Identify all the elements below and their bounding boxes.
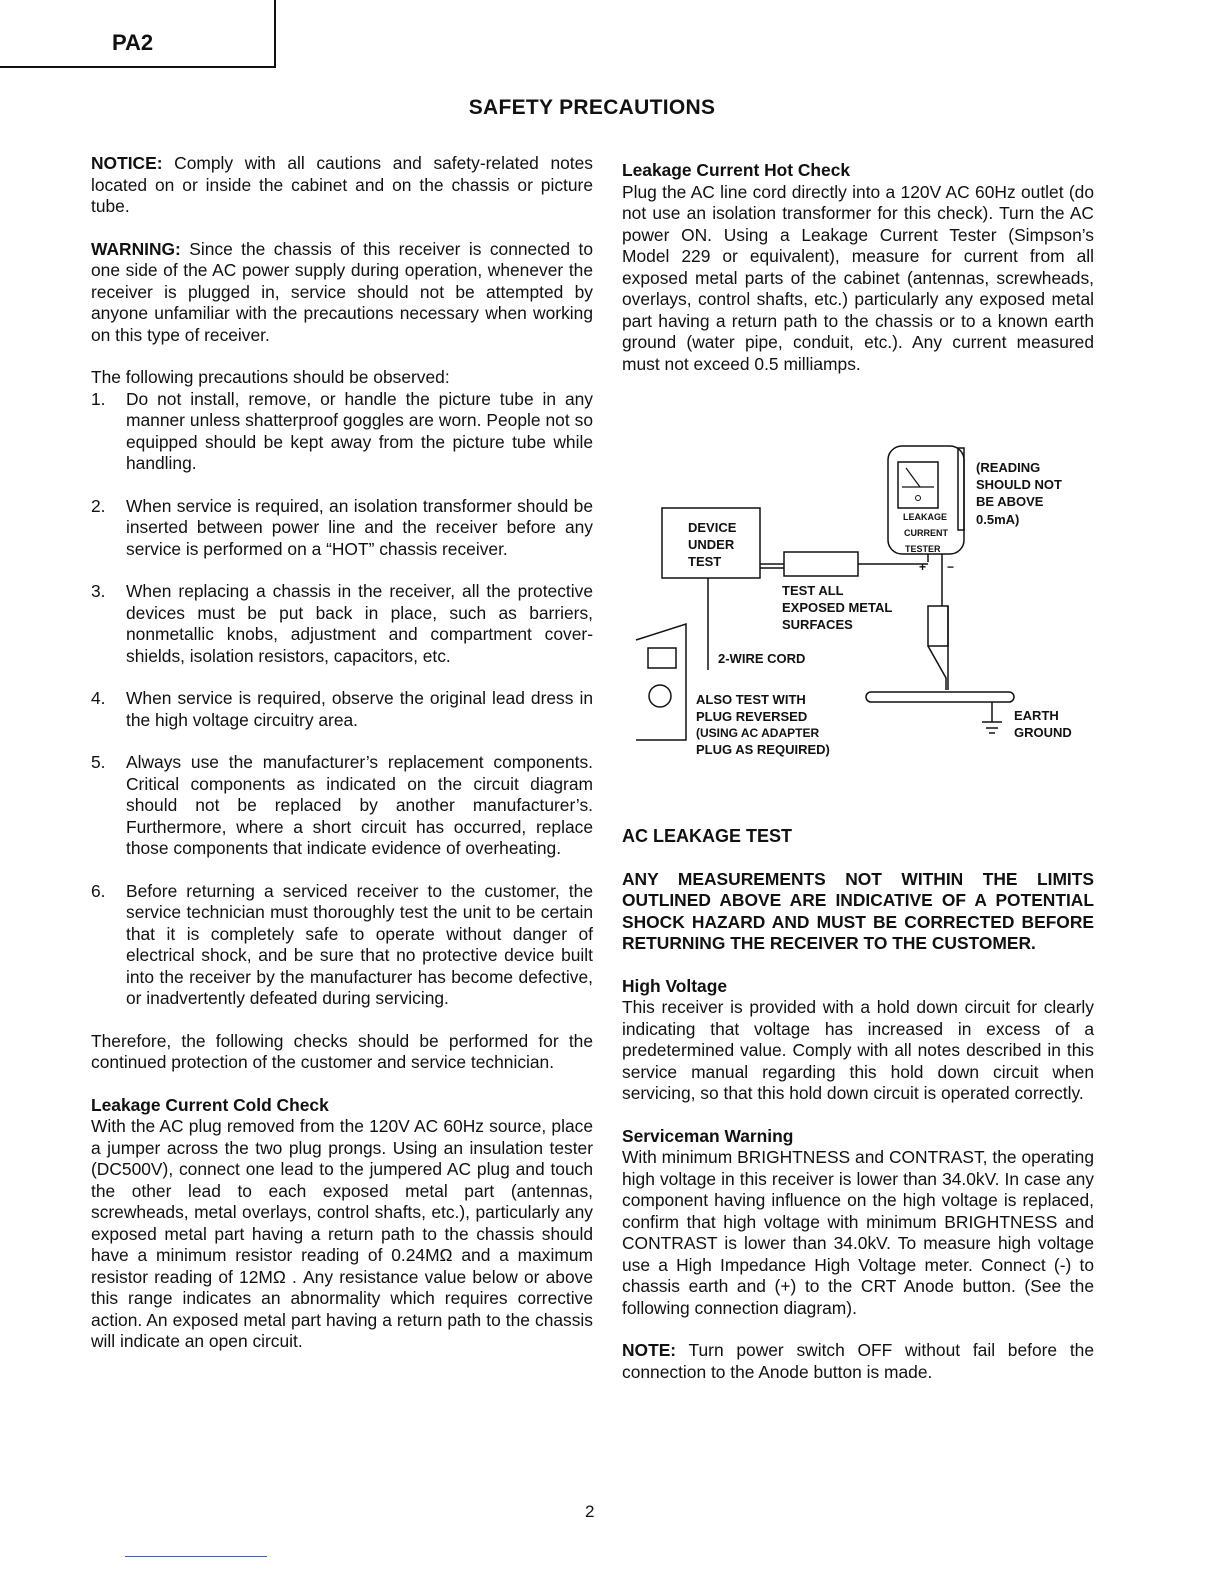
precautions-list <box>91 389 593 1010</box>
list-item: 5. Always use the manufacturer’s replacement components. Critical components as indicated on the circuit diagram should not be replaced by another manufacturer’s. Furthermore, where a short circuit has occurred, replace those components that indicate evidence of overheating. <box>91 752 593 858</box>
test-label-3: SURFACES <box>782 617 853 632</box>
page-number: 2 <box>585 1502 595 1521</box>
cold-check-text: With the AC plug removed from the 120V AC 60Hz source, place a jumper across the two plug prongs. Using an insulation tester (DC500V), connect one lead to the jumpered AC plug and touch the other lead to each exposed metal part (antennas, screwheads, metal overlays, control shafts, etc.), particularly any exposed metal part having a return path to the chassis should have a minimum resistor reading of 0.24MΩ and a maximum resistor reading of 12MΩ . Any resistance value below or above this range indicates an abnormality which requires corrective action. An exposed metal part having a return path to the chassis will indicate an open circuit. <box>91 1116 593 1351</box>
reading-label-3: BE ABOVE <box>976 494 1044 509</box>
notice-text: Comply with all cautions and safety-related notes located on or inside the cabinet and on the chassis or picture tube. <box>91 153 593 216</box>
serviceman-warning-heading: Serviceman Warning <box>622 1125 794 1146</box>
note-paragraph <box>622 1340 1094 1383</box>
also-label-3: (USING AC ADAPTER <box>696 726 820 740</box>
list-item: 6. Before returning a serviced receiver to the customer, the service technician must thoroughly test the unit to be certain that it is completely safe to operate without danger of electrical shock, and be sure that no protective device built into the receiver by the manufacturer has become defective, or inadvertently defeated during servicing. <box>91 880 593 1008</box>
note-label: NOTE: <box>622 1340 677 1360</box>
notice-paragraph <box>91 153 593 218</box>
reading-label-1: (READING <box>976 460 1041 475</box>
page-title: SAFETY PRECAUTIONS <box>468 96 716 119</box>
also-label-1: ALSO TEST WITH <box>696 692 806 707</box>
warning-paragraph <box>91 239 593 347</box>
high-voltage-text: This receiver is provided with a hold down circuit for clearly indicating that voltage has increased in excess of a predetermined value. Comply with all notes described in this service manual regarding this hold down circuit when servicing, so that this hold down circuit is operated correctly. <box>622 997 1094 1103</box>
list-item: 2. When service is required, an isolation transformer should be inserted between power line and the receiver before any service is performed on a “HOT” chassis receiver. <box>91 495 593 559</box>
device-label-3: TEST <box>688 554 722 569</box>
right-column-lower <box>622 826 1094 1383</box>
left-column <box>91 153 593 1353</box>
tab-label: PA2 <box>112 30 154 55</box>
meter-pivot <box>916 496 921 501</box>
therefore-paragraph: Therefore, the following checks should be performed for the continued protection of the customer and service technician. <box>91 1030 593 1072</box>
hot-check-heading: Leakage Current Hot Check <box>622 160 851 180</box>
cold-check-heading: Leakage Current Cold Check <box>91 1094 329 1115</box>
ground-clip <box>928 606 948 646</box>
test-probe <box>784 552 858 576</box>
earth-label-2: GROUND <box>1014 725 1072 740</box>
cord-label: 2-WIRE CORD <box>718 651 806 666</box>
hot-check-text: Plug the AC line cord directly into a 120V AC 60Hz outlet (do not use an isolation transformer for this check). Turn the AC power ON. Using a Leakage Current Tester (Simpson’s Model 229 or equivalent), measure for current from all exposed metal parts of the cabinet (antennas, screwheads, overlays, control shafts, etc.) particularly any exposed metal part having a return path to the chassis or to a known earth ground (water pipe, conduit, etc.). Any current measured must not exceed 0.5 milliamps. <box>622 181 1094 374</box>
list-item: 4. When service is required, observe the original lead dress in the high voltage circuitry area. <box>91 688 593 730</box>
ac-plug <box>648 648 676 668</box>
right-column <box>622 160 1094 375</box>
notice-label: NOTICE: <box>91 153 163 173</box>
tester-plus: + <box>919 560 927 574</box>
tester-label-3: TESTER <box>905 544 941 554</box>
page-tab <box>0 0 276 68</box>
device-label-1: DEVICE <box>688 520 737 535</box>
device-label-2: UNDER <box>688 537 735 552</box>
outlet-socket <box>649 685 671 707</box>
reading-label-4: 0.5mA) <box>976 512 1020 527</box>
reading-label-2: SHOULD NOT <box>976 477 1062 492</box>
earth-label-1: EARTH <box>1014 708 1059 723</box>
wall-outlet <box>636 624 686 740</box>
ac-leakage-heading: AC LEAKAGE TEST <box>622 826 793 846</box>
precautions-intro: The following precautions should be observed: <box>91 367 450 387</box>
tester-side-panel <box>958 448 964 530</box>
test-label-2: EXPOSED METAL <box>782 600 893 615</box>
tester-label-2: CURRENT <box>904 528 948 538</box>
list-item: 1. Do not install, remove, or handle the picture tube in any manner unless shatterproof goggles are worn. People not so equipped should be kept away from the picture tube while handling. <box>91 388 593 473</box>
warning-label: WARNING: <box>91 238 181 259</box>
leakage-test-diagram <box>622 440 1102 760</box>
also-label-2: PLUG REVERSED <box>696 709 808 724</box>
meter-needle <box>906 468 920 487</box>
note-text: Turn power switch OFF without fail before the connection to the Anode button is made. <box>622 1340 1094 1382</box>
high-voltage-heading: High Voltage <box>622 975 727 996</box>
test-label-1: TEST ALL <box>782 583 844 598</box>
footer-rule <box>125 1556 267 1557</box>
water-pipe <box>866 692 1014 702</box>
tester-label-1: LEAKAGE <box>903 512 948 522</box>
serviceman-warning-text: With minimum BRIGHTNESS and CONTRAST, the operating high voltage in this receiver is lower than 34.0kV. In case any component having influence on the high voltage is replaced, confirm that high voltage with minimum BRIGHTNESS and CONTRAST is lower than 34.0kV. To measure high voltage use a High Impedance High Voltage meter. Connect (-) to chassis earth and (+) to the CRT Anode button. (See the following connection diagram). <box>622 1147 1094 1318</box>
tester-minus: − <box>947 560 955 574</box>
ac-leakage-warning: ANY MEASUREMENTS NOT WITHIN THE LIMITS OUTLINED ABOVE ARE INDICATIVE OF A POTENTIAL SHOCK HAZARD AND MUST BE CORRECTED BEFORE RETURNING THE RECEIVER TO THE CUSTOMER. <box>622 868 1094 953</box>
also-label-4: PLUG AS REQUIRED) <box>696 742 830 757</box>
list-item: 3. When replacing a chassis in the receiver, all the protective devices must be put back in place, such as barriers, nonmetallic knobs, adjustment and compartment cover-shields, isolation resistors, capacitors, etc. <box>91 581 593 666</box>
warning-text: Since the chassis of this receiver is connected to one side of the AC power supply during operation, whenever the receiver is plugged in, service should not be attempted by anyone unfamiliar with the precautions necessary when working on this type of receiver. <box>91 238 593 345</box>
